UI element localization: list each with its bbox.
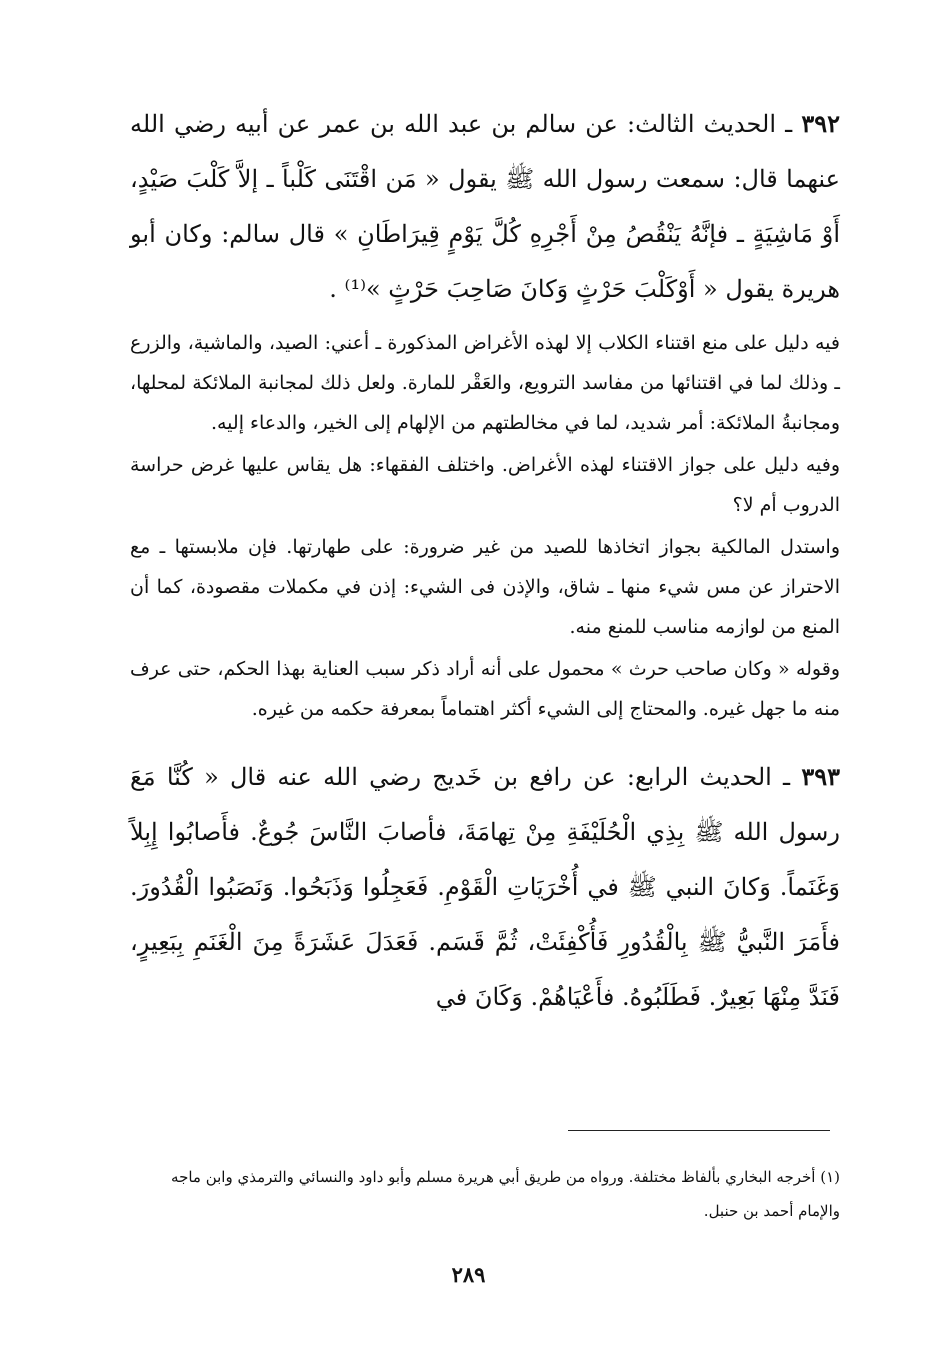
hadith-text: ـ الحديث الرابع: عن رافع بن خَديج رضي الله عنه قال « كُنَّا مَعَ رسول الله ﷺ بِذِي الْحُلَيْفَةِ مِنْ تِهامَةَ، فأصابَ النَّاسَ جُوعٌ. فأَصابُوا إِبِلاً وَغَنَماً. وَكانَ النبي ﷺ في أُخْرَيَاتِ الْقَوْمِ. فَعَجِلُوا وَذَبَحُوا. وَنَصَبُوا الْقُدُورَ. فأَمَرَ النَّبيُّ ﷺ بِالْقُدُورِ فَأُكْفِئَتْ، ثُمَّ قَسَم. فَعَدَلَ عَشَرَةً مِنَ الْغَنَمِ بِبَعِيرٍ، فَنَدَّ مِنْهَا بَعِيرٌ. فَطَلَبُوهُ. فأَعْيَاهُمْ. وَكَانَ في [130, 763, 840, 1011]
footnote-divider [568, 1130, 830, 1131]
hadith-392 [130, 96, 840, 317]
footnote: (١) أخرجه البخاري بألفاظ مختلفة. ورواه من طريق أبي هريرة مسلم وأبو داود والنسائي والترمذي وابن ماجه والإمام أحمد بن حنبل. [171, 1168, 840, 1220]
hadith-number: ٣٩٣ [801, 762, 840, 791]
hadith-393 [130, 749, 840, 1025]
page-body [130, 96, 840, 1025]
hadith-number: ٣٩٢ [801, 109, 840, 138]
commentary-paragraph: وفيه دليل على جواز الاقتناء لهذه الأغراض. واختلف الفقهاء: هل يقاس عليها غرض حراسة الدروب أم لا؟ [130, 454, 840, 516]
commentary-paragraph: وقوله « وكان صاحب حرث » محمول على أنه أراد ذكر سبب العناية بهذا الحكم، حتى عرف منه ما جهل غيره. والمحتاج إلى الشيء أكثر اهتماماً بمعرفة حكمه من غيره. [130, 658, 840, 720]
commentary-paragraph: فيه دليل على منع اقتناء الكلاب إلا لهذه الأغراض المذكورة ـ أعني: الصيد، والماشية، والزرع ـ وذلك لما في اقتنائها من مفاسد الترويع، والعَقْر للمارة. ولعل ذلك لمجانبة الملائكة لمحلها، ومجانبةُ الملائكة: أمر شديد، لما في مخالطتهم من الإلهام إلى الخير، والدعاء إليه. [130, 332, 840, 434]
page-number: ٢٨٩ [451, 1262, 486, 1287]
commentary-paragraph: واستدل المالكية بجواز اتخاذها للصيد من غير ضرورة: على طهارتها. فإن ملابستها ـ مع الاحتراز عن مس شيء منها ـ شاق، والإذن فى الشيء: إذن في مكملات مقصودة، كما أن المنع من لوازمه مناسب للمنع منه. [130, 536, 840, 638]
hadith-text: ـ الحديث الثالث: عن سالم بن عبد الله بن عمر عن أبيه رضي الله عنهما قال: سمعت رسول الله ﷺ يقول « مَن اقْتَنَى كَلْباً ـ إلاَّ كَلْبَ صَيْدٍ، أَوْ مَاشِيَةٍ ـ فإنَّهُ يَنْقُصُ مِنْ أَجْرِهِ كُلَّ يَوْمٍ قِيرَاطَانِ » قال سالم: وكان أبو هريرة يقول « أَوْكَلْبَ حَرْثٍ وَكانَ صَاحِبَ حَرْثٍ »⁽¹⁾ . [130, 110, 840, 303]
